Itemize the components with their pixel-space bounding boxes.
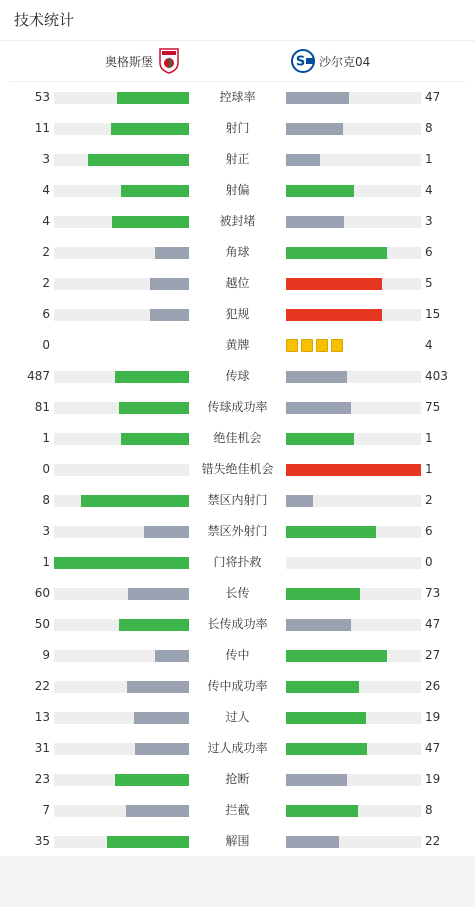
stat-row	[0, 206, 475, 237]
stat-row	[0, 609, 475, 640]
away-bar-track	[286, 309, 421, 321]
home-value: 8	[42, 493, 50, 507]
stat-row	[0, 702, 475, 733]
stat-label: 越位	[225, 276, 250, 290]
stat-row	[0, 733, 475, 764]
away-bar-fill	[286, 495, 313, 507]
away-value: 47	[425, 741, 441, 755]
stat-row	[0, 795, 475, 826]
away-bar-track	[286, 557, 421, 569]
home-bar-track	[54, 247, 189, 259]
home-bar-fill	[111, 123, 189, 135]
away-bar-track	[286, 743, 421, 755]
away-bar-fill	[286, 216, 344, 228]
yellow-card-icon	[316, 339, 328, 352]
stat-row	[0, 485, 475, 516]
stat-row	[0, 330, 475, 361]
home-bar-fill	[135, 743, 189, 755]
home-bar-fill	[121, 185, 189, 197]
stat-label: 绝佳机会	[213, 431, 262, 445]
home-bar-track	[54, 433, 189, 445]
away-bar-fill	[286, 650, 387, 662]
stat-label: 抢断	[225, 772, 250, 786]
home-value: 2	[42, 245, 50, 259]
home-bar-track	[54, 309, 189, 321]
away-bar-fill	[286, 681, 359, 693]
away-bar-track	[286, 681, 421, 693]
away-bar-track	[286, 619, 421, 631]
stats-list	[0, 82, 475, 857]
stat-row	[0, 268, 475, 299]
away-bar-track	[286, 154, 421, 166]
stat-label: 传球	[225, 369, 250, 383]
away-bar-track	[286, 92, 421, 104]
away-team-name: 沙尔克04	[319, 54, 371, 69]
stat-row	[0, 237, 475, 268]
home-bar-track	[54, 805, 189, 817]
stat-row	[0, 175, 475, 206]
home-team-name: 奥格斯堡	[104, 54, 153, 69]
stat-label: 黄牌	[225, 338, 250, 352]
yellow-card-icon	[286, 339, 298, 352]
team-header	[9, 41, 466, 82]
home-bar-fill	[150, 309, 189, 321]
away-bar-track	[286, 278, 421, 290]
home-value: 4	[42, 214, 50, 228]
home-bar-track	[54, 278, 189, 290]
stat-label: 解围	[225, 834, 250, 848]
home-bar-track	[54, 774, 189, 786]
away-bar-fill	[286, 92, 349, 104]
home-bar-fill	[107, 836, 189, 848]
home-bar-track	[54, 681, 189, 693]
home-value: 35	[34, 834, 50, 848]
away-value: 15	[425, 307, 441, 321]
away-value: 0	[425, 555, 433, 569]
home-bar-track	[54, 836, 189, 848]
away-bar-fill	[286, 743, 367, 755]
stat-label: 错失绝佳机会	[201, 462, 274, 476]
away-bar-fill	[286, 247, 387, 259]
home-bar-fill	[112, 216, 189, 228]
home-bar-fill	[128, 588, 189, 600]
away-value: 19	[425, 772, 441, 786]
home-bar-fill	[144, 526, 189, 538]
home-bar-track	[54, 371, 189, 383]
home-bar-fill	[134, 712, 189, 724]
away-bar-fill	[286, 619, 351, 631]
home-bar-fill	[54, 557, 189, 569]
away-value: 1	[425, 462, 433, 476]
away-value: 22	[425, 834, 441, 848]
stat-label: 过人成功率	[207, 741, 268, 755]
away-bar-track	[286, 836, 421, 848]
home-value: 50	[34, 617, 50, 631]
away-value: 1	[425, 152, 433, 166]
home-bar-fill	[127, 681, 189, 693]
stat-row	[0, 640, 475, 671]
away-bar-fill	[286, 805, 358, 817]
home-bar-track	[54, 650, 189, 662]
away-value: 73	[425, 586, 441, 600]
stat-row	[0, 299, 475, 330]
home-value: 3	[42, 152, 50, 166]
home-value: 1	[42, 555, 50, 569]
stat-label: 射门	[225, 121, 250, 135]
stat-label: 被封堵	[219, 214, 256, 228]
yellow-card-icon	[301, 339, 313, 352]
away-bar-fill	[286, 185, 354, 197]
home-value: 4	[42, 183, 50, 197]
home-bar-track	[54, 588, 189, 600]
stat-label: 射偏	[225, 183, 250, 197]
home-bar-fill	[150, 278, 189, 290]
home-value: 0	[42, 462, 50, 476]
stat-row	[0, 113, 475, 144]
away-bar-track	[286, 433, 421, 445]
home-value: 53	[34, 90, 50, 104]
away-bar-fill	[286, 433, 354, 445]
stat-row	[0, 764, 475, 795]
stat-row	[0, 454, 475, 485]
home-value: 9	[42, 648, 50, 662]
home-value: 6	[42, 307, 50, 321]
stat-label: 禁区内射门	[207, 493, 268, 507]
away-value: 47	[425, 617, 441, 631]
away-bar-track	[286, 774, 421, 786]
away-bar-track	[286, 650, 421, 662]
stat-label: 角球	[225, 245, 250, 259]
stat-label: 拦截	[225, 803, 250, 817]
away-bar-fill	[286, 774, 347, 786]
stat-row	[0, 423, 475, 454]
away-bar-fill	[286, 526, 376, 538]
away-bar-track	[286, 712, 421, 724]
away-value: 8	[425, 121, 433, 135]
home-value: 7	[42, 803, 50, 817]
home-bar-track	[54, 557, 189, 569]
away-bar-track	[286, 185, 421, 197]
stat-label: 犯规	[225, 307, 250, 321]
away-bar-track	[286, 464, 421, 476]
home-bar-fill	[155, 650, 189, 662]
home-value: 31	[34, 741, 50, 755]
away-value: 3	[425, 214, 433, 228]
stat-label: 传中	[225, 648, 250, 662]
stat-label: 门将扑救	[213, 555, 262, 569]
away-bar-fill	[286, 712, 366, 724]
home-bar-fill	[115, 371, 189, 383]
home-value: 60	[34, 586, 50, 600]
home-team[interactable]	[105, 41, 179, 81]
home-bar-fill	[119, 619, 189, 631]
home-bar-track	[54, 92, 189, 104]
away-bar-track	[286, 588, 421, 600]
home-bar-track	[54, 526, 189, 538]
stat-row	[0, 361, 475, 392]
stat-label: 控球率	[219, 90, 256, 104]
home-bar-fill	[81, 495, 189, 507]
away-bar-fill	[286, 309, 382, 321]
away-bar-track	[286, 402, 421, 414]
away-bar-track	[286, 495, 421, 507]
home-bar-track	[54, 495, 189, 507]
home-bar-track	[54, 402, 189, 414]
away-bar-track	[286, 216, 421, 228]
away-bar-fill	[286, 464, 421, 476]
home-value: 1	[42, 431, 50, 445]
schalke-04-crest-icon	[291, 49, 315, 73]
stat-row	[0, 144, 475, 175]
away-value: 2	[425, 493, 433, 507]
away-value: 6	[425, 524, 433, 538]
away-bar-track	[286, 247, 421, 259]
home-value: 0	[42, 338, 50, 352]
home-bar-fill	[117, 92, 189, 104]
away-value: 8	[425, 803, 433, 817]
home-value: 23	[34, 772, 50, 786]
away-value: 4	[425, 338, 433, 352]
away-bar-fill	[286, 836, 339, 848]
away-team[interactable]	[291, 41, 370, 81]
home-value: 3	[42, 524, 50, 538]
home-bar-track	[54, 743, 189, 755]
stat-row	[0, 547, 475, 578]
away-bar-track	[286, 123, 421, 135]
stat-row	[0, 671, 475, 702]
away-yellow-cards	[286, 339, 343, 352]
away-value: 19	[425, 710, 441, 724]
home-bar-track	[54, 464, 189, 476]
away-bar-fill	[286, 402, 351, 414]
fc-augsburg-crest-icon	[159, 48, 179, 74]
home-bar-fill	[119, 402, 189, 414]
stat-row	[0, 392, 475, 423]
home-bar-track	[54, 712, 189, 724]
stat-row	[0, 826, 475, 857]
away-bar-fill	[286, 278, 382, 290]
away-value: 5	[425, 276, 433, 290]
svg-text:S: S	[295, 54, 306, 70]
stat-label: 长传	[225, 586, 250, 600]
away-bar-track	[286, 805, 421, 817]
away-value: 403	[425, 369, 448, 383]
home-bar-track	[54, 185, 189, 197]
stat-label: 射正	[225, 152, 250, 166]
section-title: 技术统计	[0, 0, 475, 41]
home-bar-fill	[121, 433, 189, 445]
home-bar-fill	[115, 774, 189, 786]
away-value: 75	[425, 400, 441, 414]
away-bar-track	[286, 371, 421, 383]
away-bar-fill	[286, 588, 360, 600]
away-bar-fill	[286, 154, 320, 166]
away-bar-track	[286, 526, 421, 538]
away-value: 1	[425, 431, 433, 445]
home-bar-fill	[155, 247, 189, 259]
stat-label: 传球成功率	[207, 400, 268, 414]
away-value: 27	[425, 648, 441, 662]
away-value: 4	[425, 183, 433, 197]
home-bar-track	[54, 216, 189, 228]
home-bar-track	[54, 123, 189, 135]
stat-label: 传中成功率	[207, 679, 268, 693]
stat-row	[0, 82, 475, 113]
away-bar-fill	[286, 371, 347, 383]
stat-label: 禁区外射门	[207, 524, 268, 538]
home-bar-fill	[88, 154, 189, 166]
yellow-card-icon	[331, 339, 343, 352]
home-value: 22	[34, 679, 50, 693]
home-value: 487	[27, 369, 50, 383]
away-value: 47	[425, 90, 441, 104]
stat-row	[0, 578, 475, 609]
stat-label: 过人	[225, 710, 250, 724]
stat-label: 长传成功率	[207, 617, 268, 631]
home-bar-fill	[126, 805, 189, 817]
home-bar-track	[54, 154, 189, 166]
home-bar-track	[54, 619, 189, 631]
stat-row	[0, 516, 475, 547]
away-value: 26	[425, 679, 441, 693]
home-value: 81	[34, 400, 50, 414]
home-value: 13	[34, 710, 50, 724]
home-value: 11	[34, 121, 50, 135]
home-value: 2	[42, 276, 50, 290]
away-bar-fill	[286, 123, 343, 135]
away-value: 6	[425, 245, 433, 259]
